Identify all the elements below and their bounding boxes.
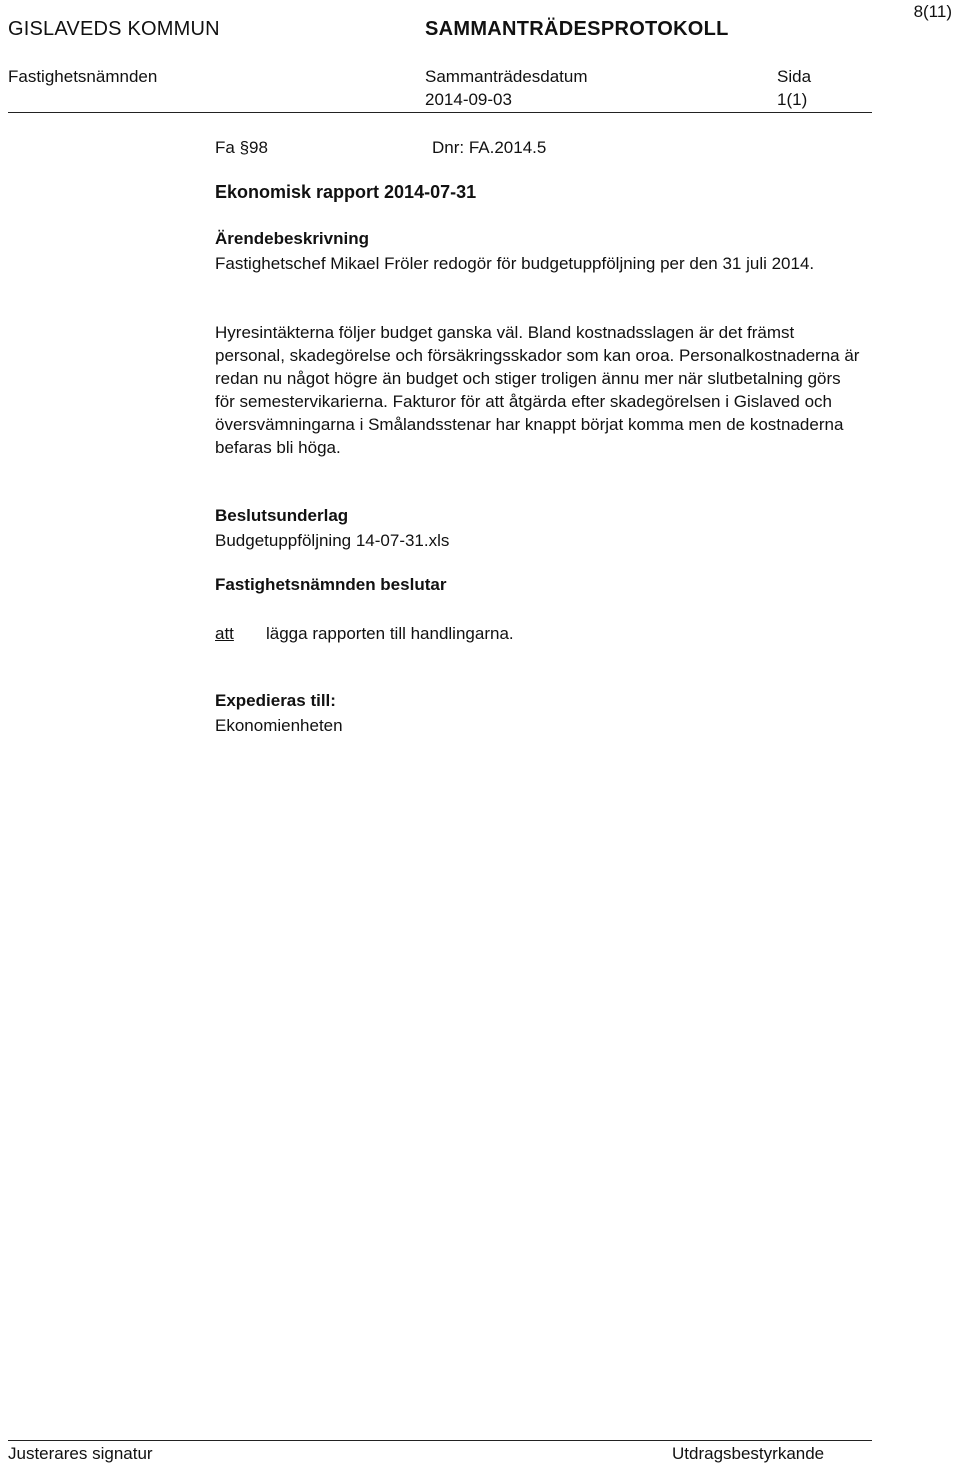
extract-certification-label: Utdragsbestyrkande (672, 1444, 825, 1463)
case-reference: Dnr: FA.2014.5 (432, 138, 547, 157)
description-paragraph-1: Fastighetschef Mikael Fröler redogör för budgetuppföljning per den 31 juli 2014. (215, 254, 815, 273)
paragraph-symbol: § (239, 138, 250, 157)
decision-text: lägga rapporten till handlingarna. (266, 624, 514, 643)
paragraph-prefix: Fa (215, 138, 235, 157)
description-heading: Ärendebeskrivning (215, 229, 369, 248)
meeting-date-label: Sammanträdesdatum (425, 67, 588, 86)
committee-name: Fastighetsnämnden (8, 67, 158, 86)
page-value: 1(1) (777, 90, 808, 109)
decision-heading: Fastighetsnämnden beslutar (215, 575, 447, 594)
organization-name: GISLAVEDS KOMMUN (8, 18, 220, 40)
dispatch-recipient: Ekonomienheten (215, 716, 343, 735)
header-divider (8, 112, 872, 113)
case-title: Ekonomisk rapport 2014-07-31 (215, 182, 477, 202)
description-paragraph-2: Hyresintäkterna följer budget ganska väl. Bland kostnadsslagen är det främst personal, skadegörelse och försäkringsskador som kan oroa. Personalkostnaderna är redan nu något högre än budget och stiger troligen ännu mer när slutbetalning görs för semestervikarierna. Fakturor för att åtgärda efter skadegörelsen i Gislaved och översvämningarna i Smålandsstenar har knappt börjat komma men de kostnaderna befaras bli höga. (215, 323, 860, 457)
footer-divider (8, 1440, 872, 1441)
meeting-date: 2014-09-03 (425, 90, 512, 109)
page-label: Sida (777, 67, 812, 86)
page-counter: 8(11) (913, 2, 952, 21)
adjuster-signature-label: Justerares signatur (8, 1444, 153, 1463)
decision-att: att (215, 624, 234, 643)
paragraph-reference (215, 136, 268, 159)
dispatch-heading: Expedieras till: (215, 691, 336, 710)
document-type: SAMMANTRÄDESPROTOKOLL (425, 18, 729, 40)
basis-heading: Beslutsunderlag (215, 506, 349, 525)
paragraph-number: 98 (249, 138, 268, 157)
basis-item: Budgetuppföljning 14-07-31.xls (215, 531, 450, 550)
